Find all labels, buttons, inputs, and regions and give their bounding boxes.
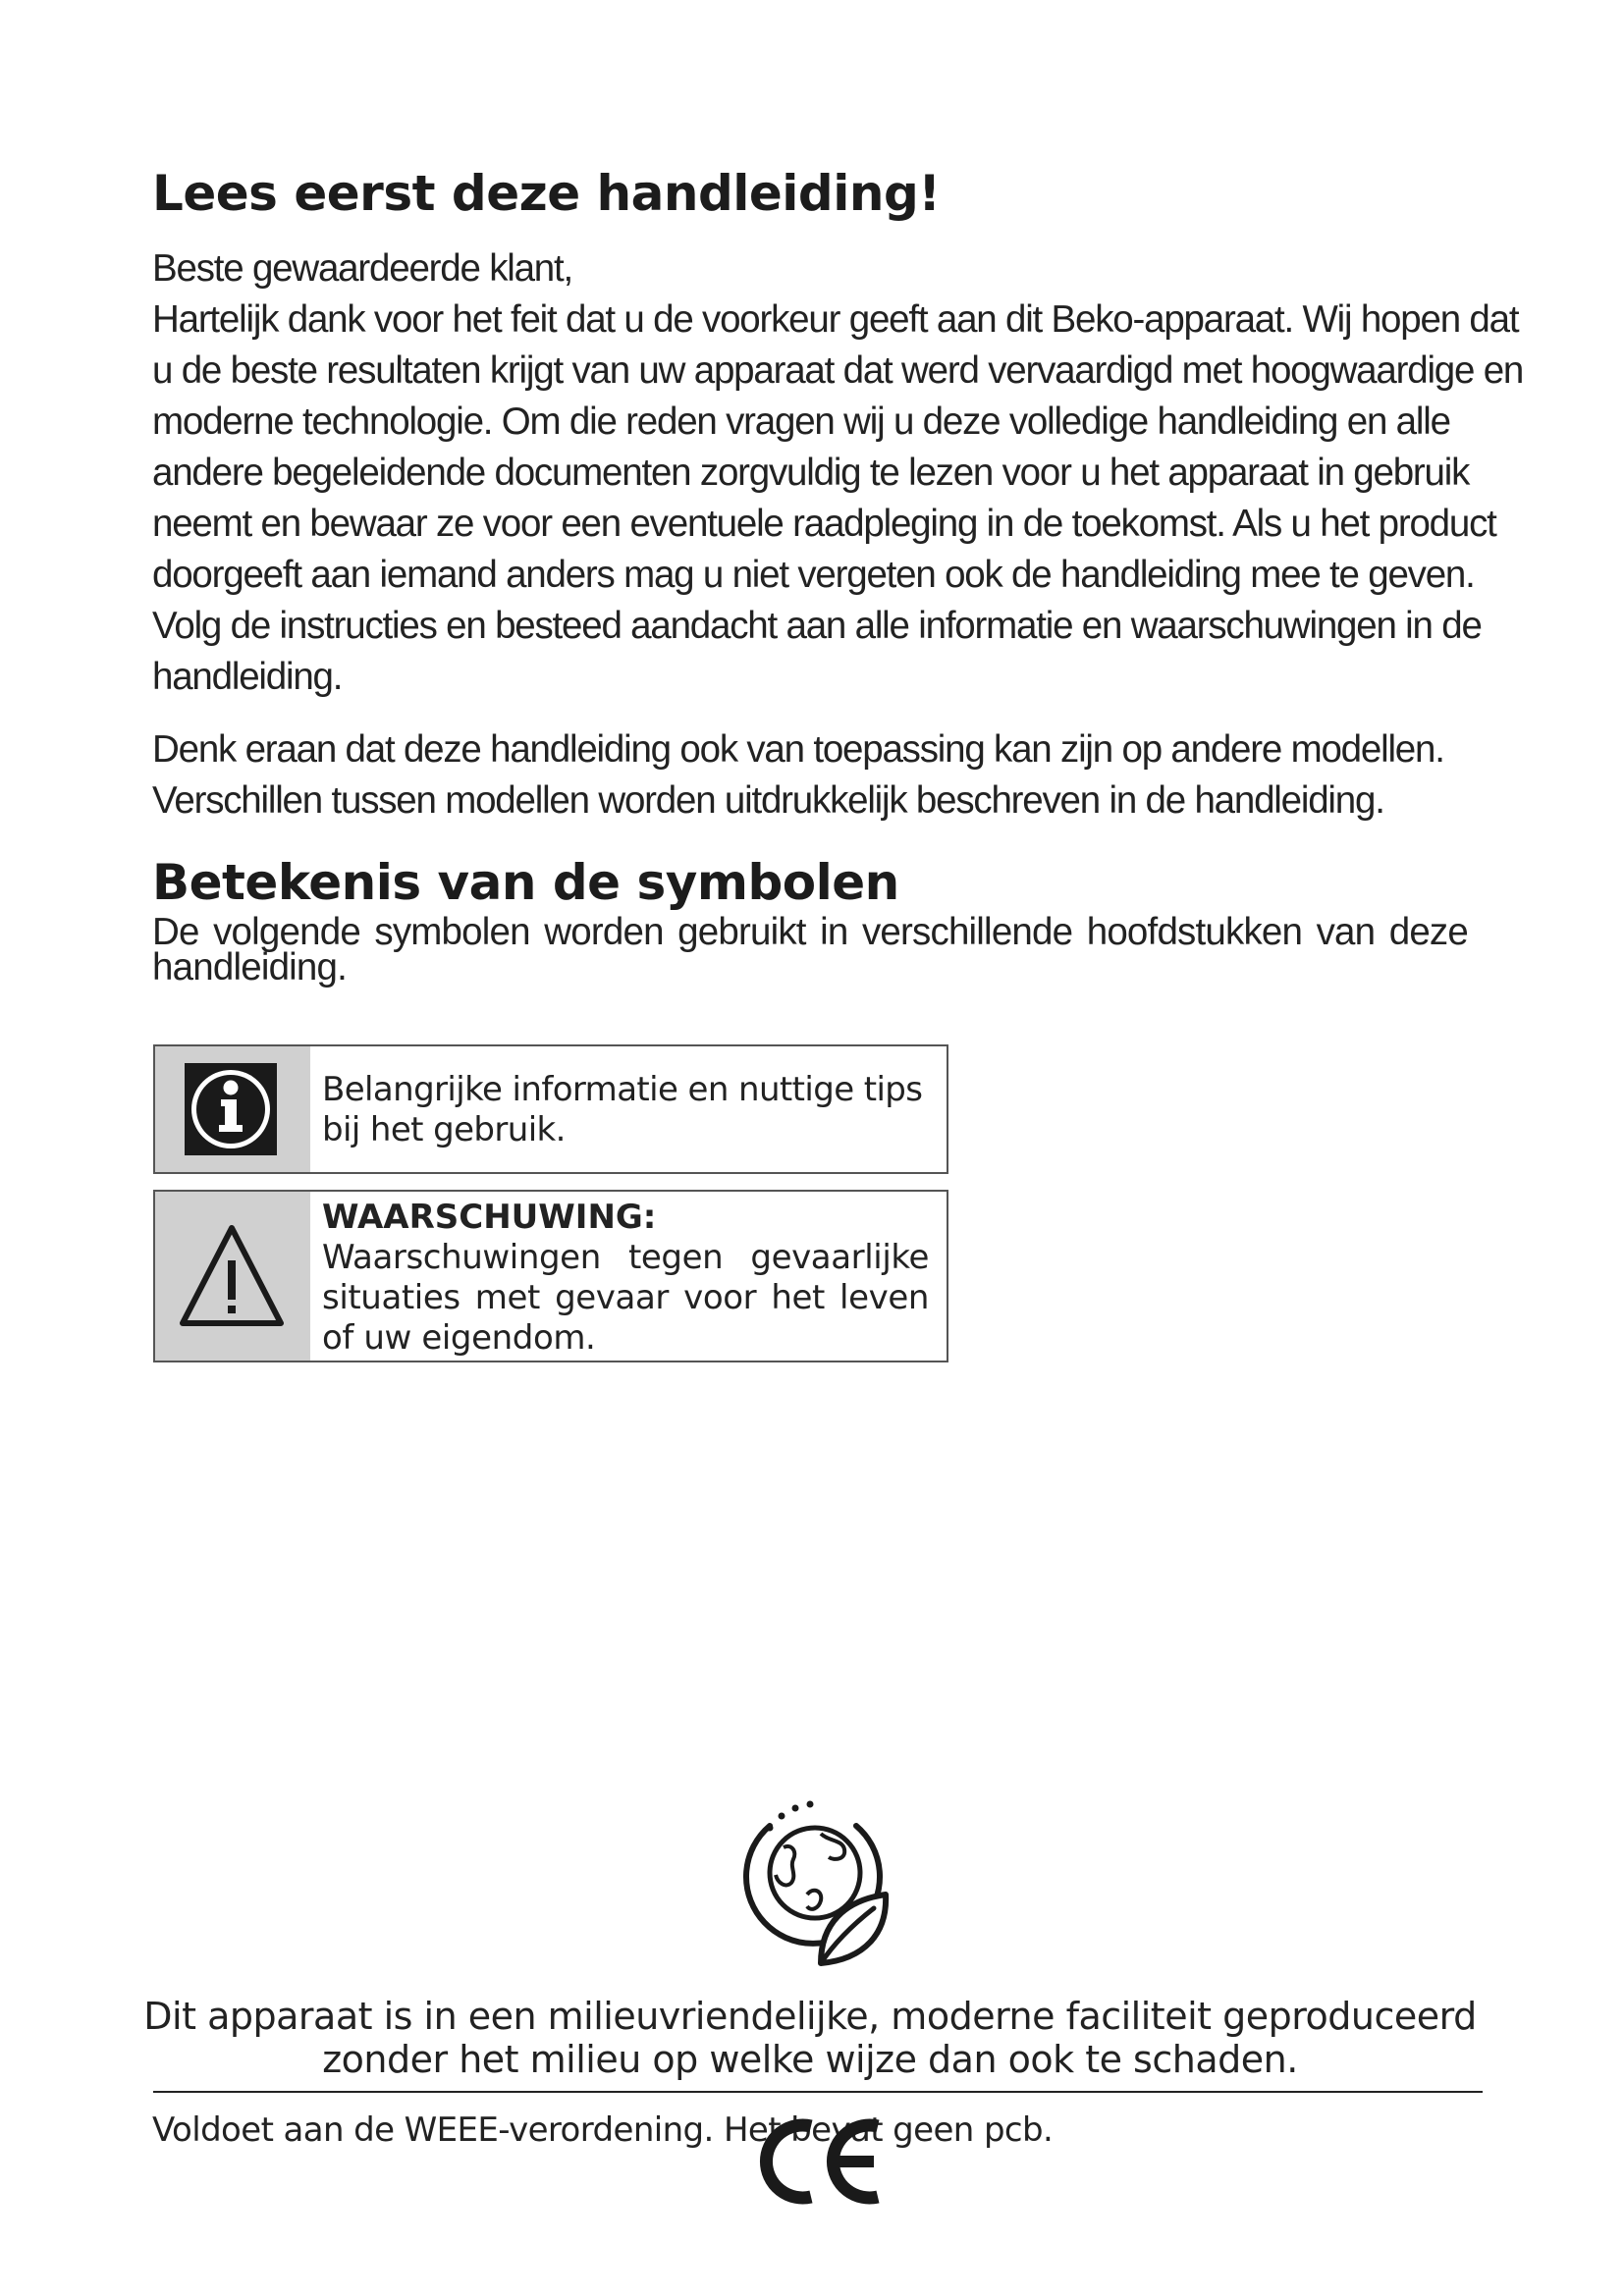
intro-section [152,243,1527,827]
info-symbol-box [153,1044,948,1174]
page-title: Lees eerst deze handleiding! [152,165,941,222]
greeting: Beste gewaardeerde klant, [152,247,573,290]
ce-mark-icon [752,2112,890,2211]
symbols-heading: Betekenis van de symbolen [152,854,899,911]
footer-divider [153,2091,1483,2093]
warning-icon-cell [155,1192,310,1361]
warning-label: WAARSCHUWING: [322,1198,657,1237]
weee-statement: Voldoet aan de WEEE-verordening. Het bevat geen pcb. [152,2110,1054,2150]
info-icon [155,1046,310,1172]
warning-text: Waarschuwingen tegen gevaarlijke situaties met gevaar voor het leven of uw eigendom. [322,1238,929,1358]
eco-statement: Dit apparaat is in een milieuvriendelijke, moderne faciliteit geproduceerd zonder het milieu op welke wijze dan ook te schaden. [143,1995,1477,2081]
info-icon-cell [155,1046,310,1172]
info-symbol-description: Belangrijke informatie en nuttige tips bij het gebruik. [322,1070,923,1149]
warning-symbol-box [153,1190,948,1362]
eco-globe-leaf-icon [727,1787,903,1983]
warning-symbol-description [322,1198,929,1359]
intro-paragraph: Hartelijk dank voor het feit dat u de voorkeur geeft aan dit Beko-apparaat. Wij hopen dat u de beste resultaten krijgt van uw apparaat dat werd vervaardigd met hoogwaardige en moderne technologie. Om die reden vragen wij u deze volledige handleiding en alle andere begeleidende documenten zorgvuldig te lezen voor u het apparaat in gebruik neemt en bewaar ze voor een eventuele raadpleging in de toekomst. Als u het product doorgeeft aan iemand anders mag u niet vergeten ook de handleiding mee te geven. Volg de instructies en besteed aandacht aan alle informatie en waarschuwingen in de handleiding. [152,298,1524,698]
warning-triangle-icon [155,1192,310,1361]
models-note: Denk eraan dat deze handleiding ook van toepassing kan zijn op andere modellen. Verschillen tussen modellen worden uitdrukkelijk beschreven in de handleiding. [152,728,1444,822]
symbols-intro: De volgende symbolen worden gebruikt in verschillende hoofdstukken van deze handleiding. [152,911,1468,988]
